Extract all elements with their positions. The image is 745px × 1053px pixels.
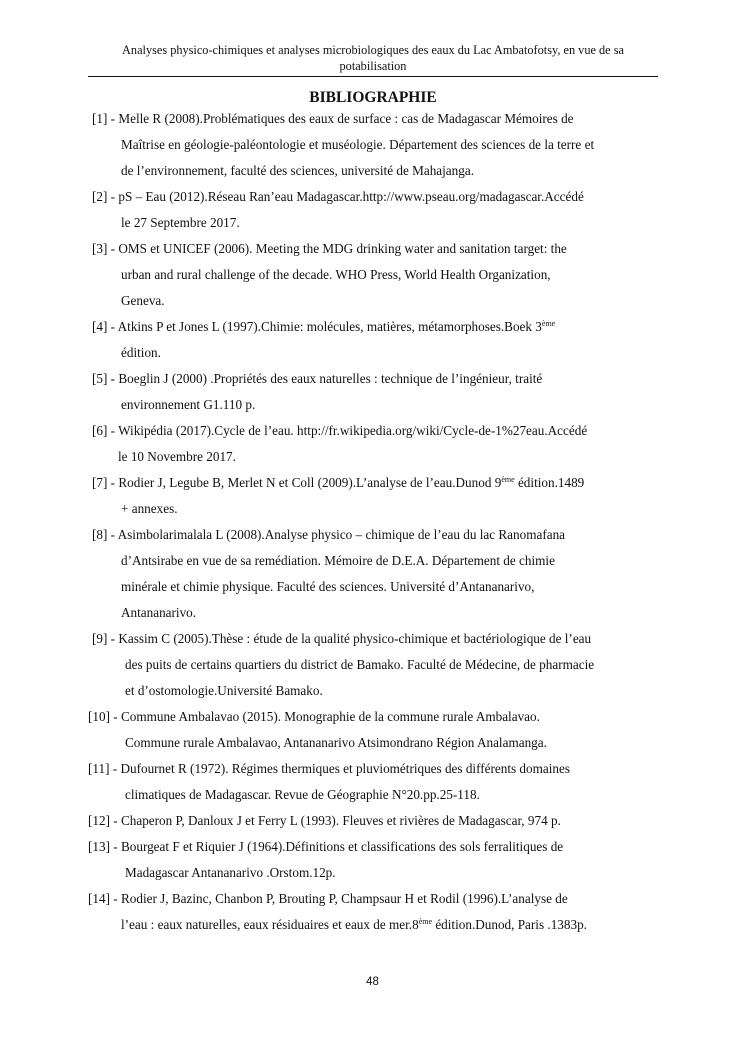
running-header [88, 42, 658, 74]
superscript: ème [418, 917, 433, 926]
reference-text: de l’environnement, faculté des sciences, université de Mahajanga. [121, 163, 474, 178]
reference-text: [4] - Atkins P et Jones L (1997).Chimie: molécules, matières, métamorphoses.Boek 3 [92, 319, 542, 334]
reference-entry [88, 886, 660, 938]
reference-first-line [88, 886, 660, 912]
reference-entry [88, 418, 660, 470]
reference-continuation-line [121, 132, 693, 158]
reference-first-line [92, 106, 664, 132]
reference-first-line [88, 756, 660, 782]
reference-text: urban and rural challenge of the decade. WHO Press, World Health Organization, [121, 267, 551, 282]
reference-continuation-line [121, 600, 693, 626]
reference-continuation-line [125, 730, 697, 756]
reference-text: Commune rurale Ambalavao, Antananarivo Atsimondrano Région Analamanga. [125, 735, 547, 750]
reference-text: [5] - Boeglin J (2000) .Propriétés des eaux naturelles : technique de l’ingénieur, traité [92, 371, 543, 386]
running-header-line-1: Analyses physico-chimiques et analyses microbiologiques des eaux du Lac Ambatofotsy, en vue de sa [122, 43, 624, 57]
bibliography-list [88, 106, 660, 938]
superscript: ème [501, 475, 515, 484]
reference-text: [11] - Dufournet R (1972). Régimes thermiques et pluviométriques des différents domaines [88, 761, 570, 776]
reference-continuation-line [125, 782, 697, 808]
page-title: BIBLIOGRAPHIE [309, 89, 437, 106]
reference-entry [88, 756, 660, 808]
reference-text: climatiques de Madagascar. Revue de Géographie N°20.pp.25-118. [125, 787, 480, 802]
reference-text: [9] - Kassim C (2005).Thèse : étude de la qualité physico-chimique et bactériologique de l’eau [92, 631, 592, 646]
reference-text: [8] - Asimbolarimalala L (2008).Analyse physico – chimique de l’eau du lac Ranomafana [92, 527, 566, 542]
reference-text: [2] - pS – Eau (2012).Réseau Ran’eau Madagascar.http://www.pseau.org/madagascar.Accédé [92, 189, 584, 204]
reference-text: édition. [121, 345, 161, 360]
reference-text-after: édition.1489 [514, 475, 585, 490]
reference-text: [3] - OMS et UNICEF (2006). Meeting the MDG drinking water and sanitation target: the [92, 241, 567, 256]
reference-entry [88, 106, 660, 184]
reference-continuation-line [121, 496, 693, 522]
superscript: ème [541, 319, 556, 328]
reference-first-line [92, 184, 664, 210]
reference-text: [13] - Bourgeat F et Riquier J (1964).Définitions et classifications des sols ferralitiques de [88, 839, 564, 854]
reference-continuation-line [125, 652, 697, 678]
reference-first-line [88, 704, 660, 730]
reference-text: Maîtrise en géologie-paléontologie et muséologie. Département des sciences de la terre et [121, 137, 595, 152]
reference-first-line [92, 522, 664, 548]
reference-first-line [92, 626, 664, 652]
reference-first-line [92, 418, 664, 444]
reference-text: [12] - Chaperon P, Danloux J et Ferry L (1993). Fleuves et rivières de Madagascar, 974 p. [88, 813, 561, 828]
page-number: 48 [366, 976, 379, 988]
reference-text: Geneva. [121, 293, 165, 308]
reference-first-line [92, 314, 664, 340]
running-header-line-2: potabilisation [339, 59, 407, 73]
reference-continuation-line [121, 288, 693, 314]
reference-entry [88, 704, 660, 756]
reference-entry [88, 184, 660, 236]
reference-text: Madagascar Antananarivo .Orstom.12p. [125, 865, 336, 880]
reference-entry [88, 314, 660, 366]
reference-first-line [88, 834, 660, 860]
reference-text: [10] - Commune Ambalavao (2015). Monographie de la commune rurale Ambalavao. [88, 709, 540, 724]
reference-first-line [88, 808, 660, 834]
reference-continuation-line [121, 574, 693, 600]
reference-continuation-line [125, 678, 697, 704]
reference-text: et d’ostomologie.Université Bamako. [125, 683, 323, 698]
reference-text: + annexes. [121, 501, 178, 516]
reference-continuation-line [121, 392, 693, 418]
reference-continuation-line [121, 340, 693, 366]
reference-continuation-line [121, 912, 693, 938]
reference-continuation-line [121, 158, 693, 184]
reference-continuation-line [121, 210, 693, 236]
reference-entry [88, 834, 660, 886]
reference-first-line [92, 470, 664, 496]
reference-entry [88, 366, 660, 418]
header-rule [88, 76, 658, 77]
reference-entry [88, 470, 660, 522]
reference-continuation-line [121, 548, 693, 574]
reference-text: [1] - Melle R (2008).Problématiques des eaux de surface : cas de Madagascar Mémoires de [92, 111, 574, 126]
reference-text: des puits de certains quartiers du district de Bamako. Faculté de Médecine, de pharmacie [125, 657, 595, 672]
reference-continuation-line [118, 444, 690, 470]
reference-entry [88, 236, 660, 314]
reference-text: environnement G1.110 p. [121, 397, 256, 412]
reference-text: minérale et chimie physique. Faculté des sciences. Université d’Antananarivo, [121, 579, 535, 594]
reference-text: d’Antsirabe en vue de sa remédiation. Mémoire de D.E.A. Département de chimie [121, 553, 555, 568]
reference-text: le 10 Novembre 2017. [118, 449, 236, 464]
reference-continuation-line [121, 262, 693, 288]
reference-text: [6] - Wikipédia (2017).Cycle de l’eau. http://fr.wikipedia.org/wiki/Cycle-de-1%27eau.Accédé [92, 423, 588, 438]
reference-first-line [92, 236, 664, 262]
reference-entry [88, 808, 660, 834]
reference-text: Antananarivo. [121, 605, 197, 620]
reference-continuation-line [125, 860, 697, 886]
reference-text: [14] - Rodier J, Bazinc, Chanbon P, Brouting P, Champsaur H et Rodil (1996).L’analyse de [88, 891, 568, 906]
reference-text: l’eau : eaux naturelles, eaux résiduaires et eaux de mer.8 [121, 917, 419, 932]
reference-text-after: édition.Dunod, Paris .1383p. [432, 917, 587, 932]
reference-entry [88, 522, 660, 626]
reference-entry [88, 626, 660, 704]
reference-first-line [92, 366, 664, 392]
reference-text: [7] - Rodier J, Legube B, Merlet N et Coll (2009).L’analyse de l’eau.Dunod 9 [92, 475, 502, 490]
reference-text: le 27 Septembre 2017. [121, 215, 240, 230]
